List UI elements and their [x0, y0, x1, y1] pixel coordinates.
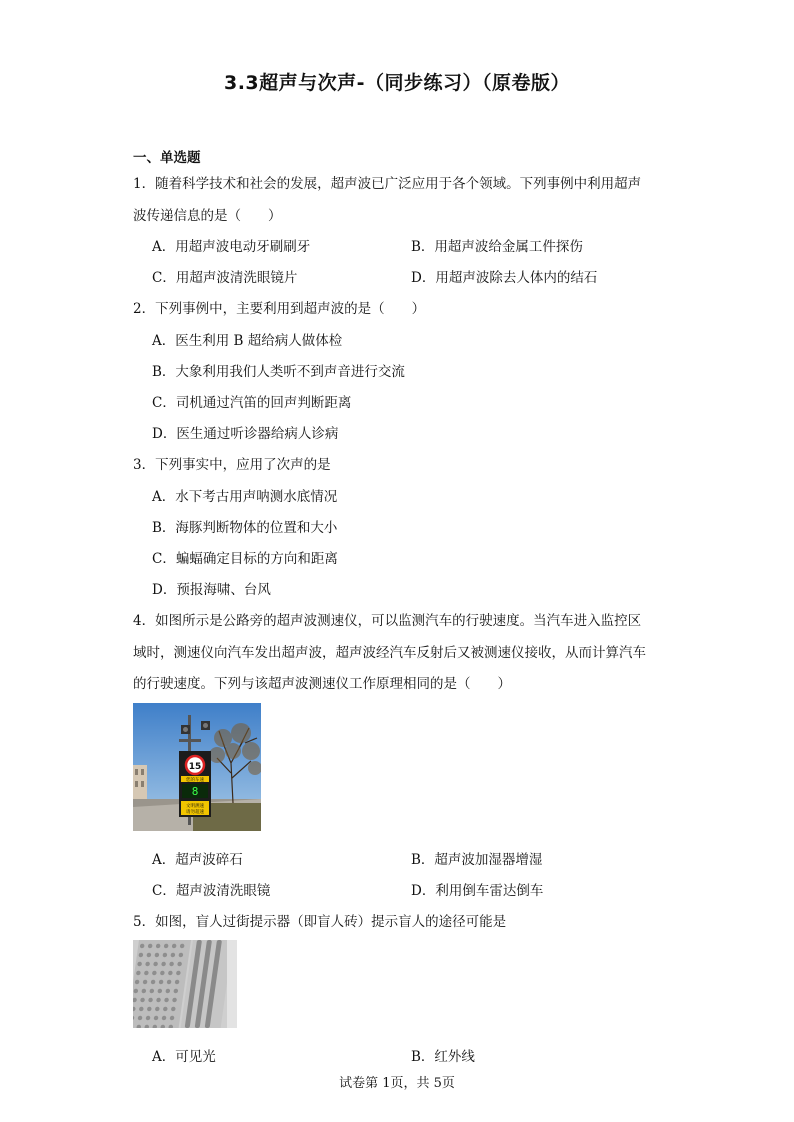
question-3-option-b: B．海豚判断物体的位置和大小 — [152, 520, 338, 536]
question-2-option-a: A．医生利用 B 超给病人做体检 — [152, 333, 343, 349]
speed-camera-photo — [133, 703, 261, 831]
question-3-option-d: D．预报海啸、台风 — [152, 582, 271, 598]
question-1-option-d: D．用超声波除去人体内的结石 — [411, 270, 598, 286]
question-1-text: 1．随着科学技术和社会的发展，超声波已广泛应用于各个领域。下列事例中利用超声 — [133, 176, 642, 192]
page-title: 3.3超声与次声-（同步练习）（原卷版） — [223, 72, 571, 94]
sign-label-speed: 您的车速 — [186, 778, 204, 783]
question-4-option-c: C．超声波清洗眼镜 — [152, 883, 271, 899]
question-5-option-a: A．可见光 — [152, 1049, 216, 1065]
question-1-option-c: C．用超声波清洗眼镜片 — [152, 270, 298, 286]
question-2-text: 2．下列事例中，主要利用到超声波的是（ ） — [133, 301, 426, 317]
question-3-text: 3．下列事实中，应用了次声的是 — [133, 457, 331, 473]
question-1-option-a: A．用超声波电动牙刷刷牙 — [152, 239, 311, 255]
question-2-option-d: D．医生通过听诊器给病人诊病 — [152, 426, 339, 442]
question-3-option-a: A．水下考古用声呐测水底情况 — [152, 489, 338, 505]
question-4-text-cont: 域时，测速仪向汽车发出超声波，超声波经汽车反射后又被测速仪接收，从而计算汽车 — [133, 645, 646, 661]
question-1-text-cont: 波传递信息的是（ ） — [133, 208, 282, 224]
question-4-text-cont2: 的行驶速度。下列与该超声波测速仪工作原理相同的是（ ） — [133, 676, 511, 692]
svg-text:8: 8 — [191, 785, 199, 798]
question-2-option-c: C．司机通过汽笛的回声判断距离 — [152, 395, 352, 411]
question-2-option-b: B．大象利用我们人类听不到声音进行交流 — [152, 364, 405, 380]
tactile-paving-photo — [133, 940, 237, 1028]
question-4-option-a: A．超声波碎石 — [152, 852, 243, 868]
question-3-option-c: C．蝙蝠确定目标的方向和距离 — [152, 551, 338, 567]
sign-label-warning: 请勿超速 — [186, 810, 204, 815]
sign-label-civil: 文明测速 — [186, 804, 204, 809]
question-4-option-b: B．超声波加湿器增湿 — [411, 852, 543, 868]
question-5-option-b: B．红外线 — [411, 1049, 475, 1065]
question-4-option-d: D．利用倒车雷达倒车 — [411, 883, 544, 899]
question-1-option-b: B．用超声波给金属工件探伤 — [411, 239, 583, 255]
section-heading: 一、单选题 — [133, 150, 201, 166]
question-4-text: 4．如图所示是公路旁的超声波测速仪，可以监测汽车的行驶速度。当汽车进入监控区 — [133, 613, 642, 629]
speed-limit-number: 15 — [188, 762, 202, 772]
question-5-text: 5．如图，盲人过街提示器（即盲人砖）提示盲人的途径可能是 — [133, 914, 507, 930]
page-footer: 试卷第 1页，共 5页 — [339, 1076, 455, 1091]
